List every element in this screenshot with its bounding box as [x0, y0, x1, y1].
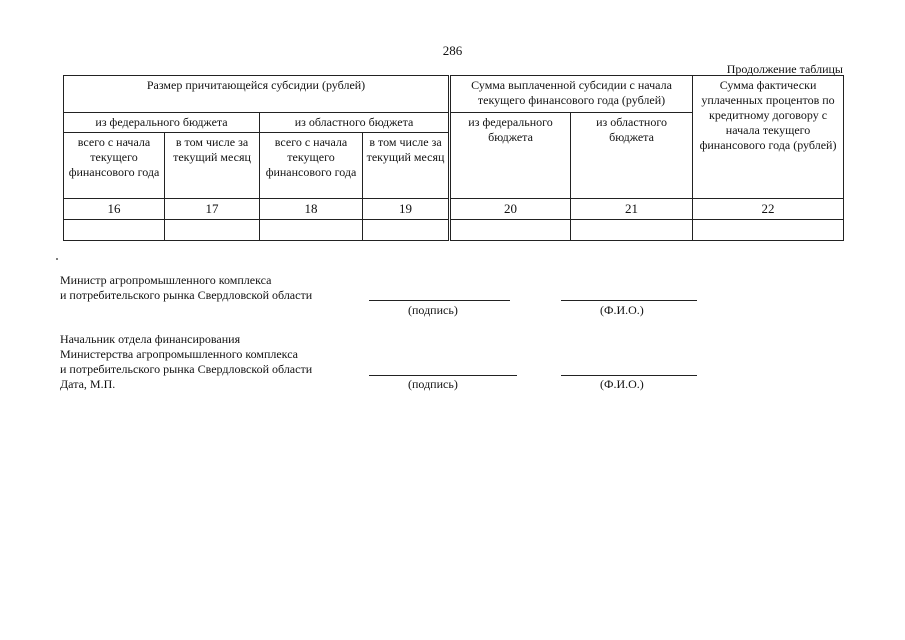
minister-fio-caption: (Ф.И.О.): [600, 303, 644, 317]
column-number: 18: [260, 199, 363, 220]
header-regional-since-start: всего с начала текущего финансового года: [260, 133, 363, 199]
date-stamp-label: Дата, М.П.: [60, 377, 116, 391]
header-regional-current-month: в том числе за текущий месяц: [363, 133, 450, 199]
head-fio-caption: (Ф.И.О.): [600, 377, 644, 391]
minister-fio-line: [561, 300, 697, 301]
head-title-line2: Министерства агропромышленного комплекса: [60, 347, 299, 361]
head-fio-line: [561, 375, 697, 376]
head-signature-line: [369, 375, 517, 376]
header-federal-since-start: всего с начала текущего финансового года: [64, 133, 165, 199]
header-paid-regional: из областного бюджета: [571, 113, 693, 199]
empty-cell: [450, 220, 571, 241]
subsidy-table: [63, 75, 844, 241]
head-block: [60, 332, 312, 392]
header-interest-paid: Сумма фактически уплаченных процентов по кредитному договору с начала текущего финансового года (рублей): [693, 76, 844, 199]
header-paid-subsidy: Сумма выплаченной субсидии с начала текущего финансового года (рублей): [450, 76, 693, 113]
empty-cell: [165, 220, 260, 241]
head-title-line3: и потребительского рынка Свердловской области: [60, 362, 313, 376]
header-regional-budget: из областного бюджета: [260, 113, 450, 133]
header-federal-budget: из федерального бюджета: [64, 113, 260, 133]
empty-cell: [571, 220, 693, 241]
minister-block: [60, 273, 312, 303]
column-number: 22: [693, 199, 844, 220]
header-federal-current-month: в том числе за текущий месяц: [165, 133, 260, 199]
continuation-label: Продолжение таблицы: [726, 62, 843, 76]
empty-cell: [693, 220, 844, 241]
header-subsidy-amount: Размер причитающейся субсидии (рублей): [64, 76, 450, 113]
minister-signature-caption: (подпись): [408, 303, 458, 317]
column-number: 17: [165, 199, 260, 220]
minister-title-line1: Министр агропромышленного комплекса: [60, 273, 272, 287]
empty-cell: [64, 220, 165, 241]
column-number: 16: [64, 199, 165, 220]
empty-cell: [260, 220, 363, 241]
column-number: 20: [450, 199, 571, 220]
header-paid-federal: из федерального бюджета: [450, 113, 571, 199]
minister-signature-line: [369, 300, 510, 301]
page-number: 286: [442, 43, 463, 58]
column-number: 21: [571, 199, 693, 220]
speck-mark: [56, 258, 58, 260]
head-signature-caption: (подпись): [408, 377, 458, 391]
empty-cell: [363, 220, 450, 241]
column-number: 19: [363, 199, 450, 220]
minister-title-line2: и потребительского рынка Свердловской области: [60, 288, 313, 302]
head-title-line1: Начальник отдела финансирования: [60, 332, 241, 346]
